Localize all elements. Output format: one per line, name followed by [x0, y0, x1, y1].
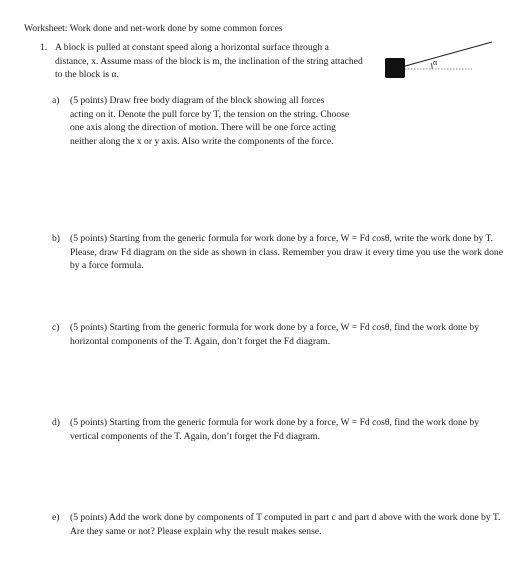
block-string-figure: [380, 38, 500, 83]
part-b-text: (5 points) Starting from the generic formula for work done by a force, W = Fd cosθ, write the work done by T. Please, draw Fd diagram on the side as shown in class. Remember you draw it every time you use the work done by a force formula.: [70, 233, 503, 272]
question-1-text: A block is pulled at constant speed along a horizontal surface through a distance, x. Assume mass of the block is m, the inclination of the string attached to the block is α.: [55, 42, 363, 81]
string-line: [398, 42, 492, 68]
angle-arc: [431, 63, 432, 69]
angle-label: α: [433, 58, 438, 67]
part-c-text: (5 points) Starting from the generic formula for work done by a force, W = Fd cosθ, find the work done by horizontal components of the T. Again, don’t forget the Fd diagram.: [70, 322, 480, 347]
part-c-label: c): [52, 322, 60, 333]
part-a-text: (5 points) Draw free body diagram of the block showing all forces acting on it. Denote the pull force by T, the tension on the string. Choose one axis along the direction of motion. There will be one force acting neither along the x or y axis. Also write the components of the force.: [70, 95, 350, 147]
question-1-number: 1.: [40, 42, 48, 53]
block-shape: [385, 58, 405, 78]
part-a-label: a): [52, 95, 60, 106]
part-e-text: (5 points) Add the work done by components of T computed in part c and part d above with the work done by T. Are they same or not? Please explain why the result makes sense.: [70, 512, 501, 537]
worksheet-title: Worksheet: Work done and net-work done by some common forces: [24, 23, 283, 34]
part-d-label: d): [52, 417, 60, 428]
part-e-label: e): [52, 512, 60, 523]
part-b-label: b): [52, 233, 60, 244]
part-d-text: (5 points) Starting from the generic formula for work done by a force, W = Fd cosθ, find the work done by vertical components of the T. Again, don’t forget the Fd diagram.: [70, 417, 480, 442]
